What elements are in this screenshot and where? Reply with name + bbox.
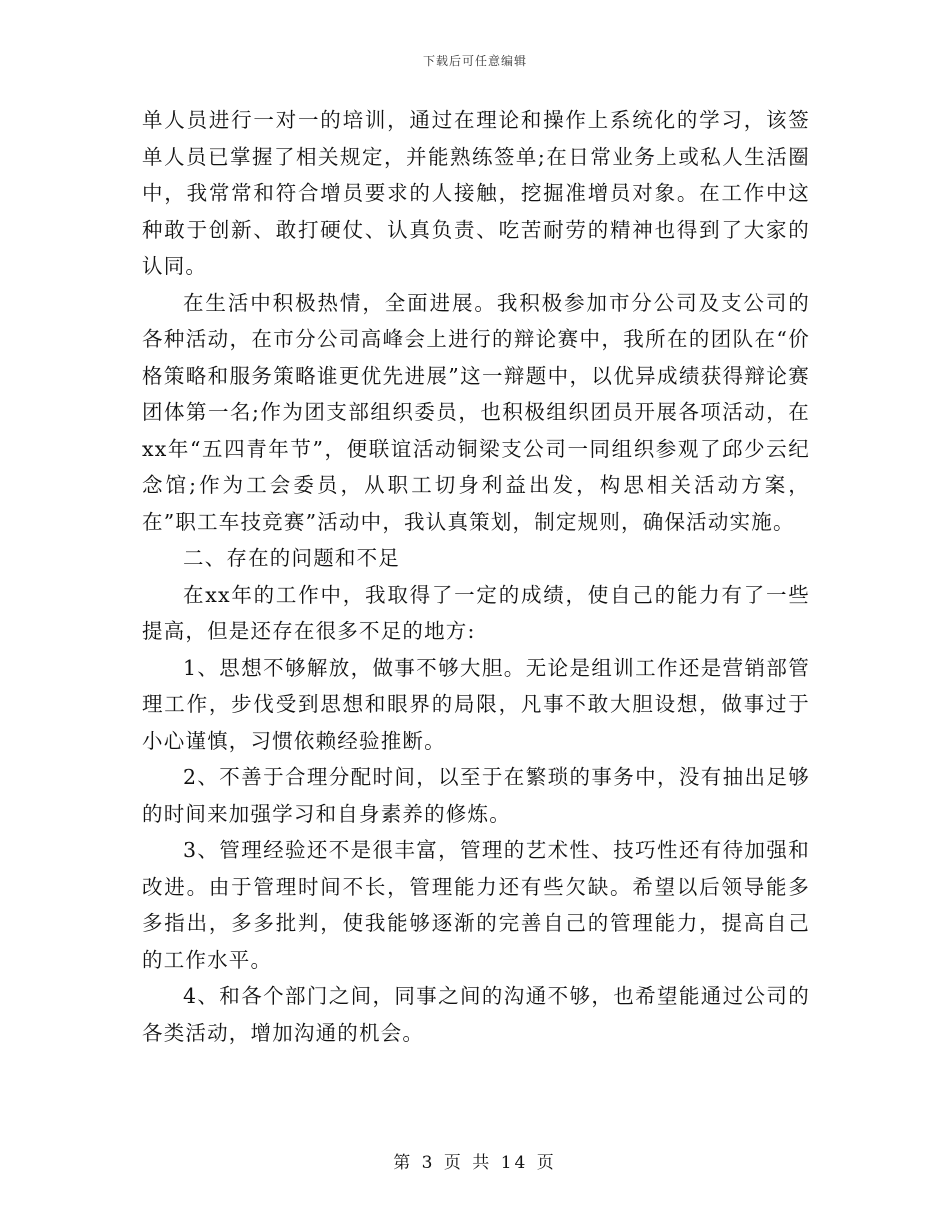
paragraph-training-continued: 单人员进行一对一的培训，通过在理论和操作上系统化的学习，该签单人员已掌握了相关规定，并能熟练签单;在日常业务上或私人生活圈中，我常常和符合增员要求的人接触，挖掘准增员对象。在工作中这种敢于创新、敢打硬仗、认真负责、吃苦耐劳的精神也得到了大家的认同。 <box>142 108 810 278</box>
list-item-problem-1: 1、思想不够解放，做事不够大胆。无论是组训工作还是营销部管理工作，步伐受到思想和眼界的局限，凡事不敢大胆设想，做事过于小心谨慎，习惯依赖经验推断。 <box>142 655 810 753</box>
list-item-problem-4: 4、和各个部门之间，同事之间的沟通不够，也希望能通过公司的各类活动，增加沟通的机会。 <box>142 984 810 1045</box>
list-item-problem-2: 2、不善于合理分配时间，以至于在繁琐的事务中，没有抽出足够的时间来加强学习和自身素养的修炼。 <box>142 765 810 826</box>
list-item-problem-3: 3、管理经验还不是很丰富，管理的艺术性、技巧性还有待加强和改进。由于管理时间不长，管理能力还有些欠缺。希望以后领导能多多指出，多多批判，使我能够逐渐的完善自己的管理能力，提高自己的工作水平。 <box>142 838 810 972</box>
paragraph-problems-intro: 在xx年的工作中，我取得了一定的成绩，使自己的能力有了一些提高，但是还存在很多不足的地方: <box>142 582 810 643</box>
section-heading-problems: 二、存在的问题和不足 <box>183 546 400 570</box>
document-body <box>142 102 810 1051</box>
page-header: 下载后可任意编辑 <box>422 54 527 68</box>
page-number-footer: 第 3 页 共 14 页 <box>393 1153 557 1173</box>
paragraph-life-activities: 在生活中积极热情，全面进展。我积极参加市分公司及支公司的各种活动，在市分公司高峰会上进行的辩论赛中，我所在的团队在“价格策略和服务策略谁更优先进展”这一辩题中，以优异成绩获得辩论赛团体第一名;作为团支部组织委员，也积极组织团员开展各项活动，在xx年“五四青年节”，便联谊活动铜梁支公司一同组织参观了邱少云纪念馆;作为工会委员，从职工切身利益出发，构思相关活动方案，在”职工车技竞赛”活动中，我认真策划，制定规则，确保活动实施。 <box>142 290 810 534</box>
